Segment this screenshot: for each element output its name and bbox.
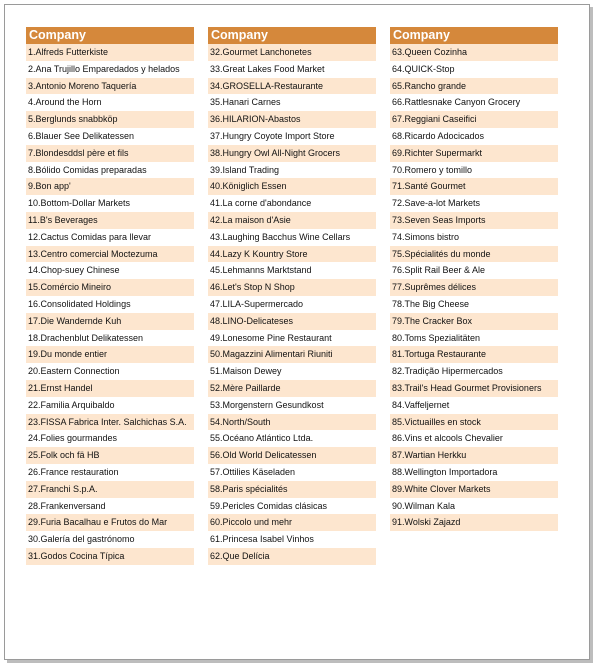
company-row: 62.Que Delícia	[208, 548, 376, 565]
company-row: 74.Simons bistro	[390, 229, 558, 246]
company-row: 3.Antonio Moreno Taquería	[26, 78, 194, 95]
company-list	[390, 44, 558, 531]
company-row: 57.Ottilies Käseladen	[208, 464, 376, 481]
company-row: 60.Piccolo und mehr	[208, 514, 376, 531]
company-row: 49.Lonesome Pine Restaurant	[208, 330, 376, 347]
company-row: 61.Princesa Isabel Vinhos	[208, 531, 376, 548]
company-row: 79.The Cracker Box	[390, 313, 558, 330]
company-row: 47.LILA-Supermercado	[208, 296, 376, 313]
company-row: 11.B's Beverages	[26, 212, 194, 229]
company-row: 12.Cactus Comidas para llevar	[26, 229, 194, 246]
company-row: 50.Magazzini Alimentari Riuniti	[208, 346, 376, 363]
company-row: 44.Lazy K Kountry Store	[208, 246, 376, 263]
company-row: 52.Mère Paillarde	[208, 380, 376, 397]
company-row: 45.Lehmanns Marktstand	[208, 262, 376, 279]
company-row: 2.Ana Trujillo Emparedados y helados	[26, 61, 194, 78]
company-row: 9.Bon app'	[26, 178, 194, 195]
company-row: 21.Ernst Handel	[26, 380, 194, 397]
company-list	[208, 44, 376, 565]
company-row: 81.Tortuga Restaurante	[390, 346, 558, 363]
company-row: 13.Centro comercial Moctezuma	[26, 246, 194, 263]
company-column-2	[208, 27, 376, 565]
company-row: 1.Alfreds Futterkiste	[26, 44, 194, 61]
company-row: 38.Hungry Owl All-Night Grocers	[208, 145, 376, 162]
company-row: 78.The Big Cheese	[390, 296, 558, 313]
company-row: 66.Rattlesnake Canyon Grocery	[390, 94, 558, 111]
report-page	[4, 4, 590, 660]
company-row: 82.Tradição Hipermercados	[390, 363, 558, 380]
company-row: 22.Familia Arquibaldo	[26, 397, 194, 414]
company-row: 64.QUICK-Stop	[390, 61, 558, 78]
company-row: 76.Split Rail Beer & Ale	[390, 262, 558, 279]
company-row: 72.Save-a-lot Markets	[390, 195, 558, 212]
company-row: 27.Franchi S.p.A.	[26, 481, 194, 498]
company-row: 75.Spécialités du monde	[390, 246, 558, 263]
company-row: 14.Chop-suey Chinese	[26, 262, 194, 279]
company-row: 88.Wellington Importadora	[390, 464, 558, 481]
company-row: 26.France restauration	[26, 464, 194, 481]
company-column-3	[390, 27, 558, 531]
company-row: 31.Godos Cocina Típica	[26, 548, 194, 565]
column-header: Company	[208, 27, 376, 44]
company-row: 46.Let's Stop N Shop	[208, 279, 376, 296]
company-row: 90.Wilman Kala	[390, 498, 558, 515]
company-row: 15.Comércio Mineiro	[26, 279, 194, 296]
company-list	[26, 44, 194, 565]
company-row: 40.Königlich Essen	[208, 178, 376, 195]
company-row: 30.Galería del gastrónomo	[26, 531, 194, 548]
company-row: 71.Santé Gourmet	[390, 178, 558, 195]
company-row: 7.Blondesddsl père et fils	[26, 145, 194, 162]
column-header: Company	[390, 27, 558, 44]
company-row: 17.Die Wandernde Kuh	[26, 313, 194, 330]
company-row: 19.Du monde entier	[26, 346, 194, 363]
company-row: 6.Blauer See Delikatessen	[26, 128, 194, 145]
company-row: 34.GROSELLA-Restaurante	[208, 78, 376, 95]
company-row: 37.Hungry Coyote Import Store	[208, 128, 376, 145]
company-row: 20.Eastern Connection	[26, 363, 194, 380]
company-row: 29.Furia Bacalhau e Frutos do Mar	[26, 514, 194, 531]
company-row: 70.Romero y tomillo	[390, 162, 558, 179]
company-row: 5.Berglunds snabbköp	[26, 111, 194, 128]
company-row: 36.HILARION-Abastos	[208, 111, 376, 128]
company-row: 16.Consolidated Holdings	[26, 296, 194, 313]
company-row: 4.Around the Horn	[26, 94, 194, 111]
company-row: 91.Wolski Zajazd	[390, 514, 558, 531]
company-row: 24.Folies gourmandes	[26, 430, 194, 447]
company-row: 86.Vins et alcools Chevalier	[390, 430, 558, 447]
company-column-1	[26, 27, 194, 565]
company-row: 80.Toms Spezialitäten	[390, 330, 558, 347]
company-row: 84.Vaffeljernet	[390, 397, 558, 414]
company-row: 32.Gourmet Lanchonetes	[208, 44, 376, 61]
company-row: 59.Pericles Comidas clásicas	[208, 498, 376, 515]
company-row: 39.Island Trading	[208, 162, 376, 179]
company-row: 35.Hanari Carnes	[208, 94, 376, 111]
company-row: 89.White Clover Markets	[390, 481, 558, 498]
company-row: 51.Maison Dewey	[208, 363, 376, 380]
company-row: 25.Folk och fä HB	[26, 447, 194, 464]
company-row: 55.Océano Atlántico Ltda.	[208, 430, 376, 447]
company-row: 8.Bólido Comidas preparadas	[26, 162, 194, 179]
company-row: 10.Bottom-Dollar Markets	[26, 195, 194, 212]
company-row: 42.La maison d'Asie	[208, 212, 376, 229]
company-row: 18.Drachenblut Delikatessen	[26, 330, 194, 347]
company-row: 77.Suprêmes délices	[390, 279, 558, 296]
company-row: 58.Paris spécialités	[208, 481, 376, 498]
company-row: 63.Queen Cozinha	[390, 44, 558, 61]
company-row: 23.FISSA Fabrica Inter. Salchichas S.A.	[26, 414, 194, 431]
company-row: 65.Rancho grande	[390, 78, 558, 95]
company-row: 53.Morgenstern Gesundkost	[208, 397, 376, 414]
company-row: 33.Great Lakes Food Market	[208, 61, 376, 78]
company-row: 28.Frankenversand	[26, 498, 194, 515]
company-row: 87.Wartian Herkku	[390, 447, 558, 464]
company-row: 43.Laughing Bacchus Wine Cellars	[208, 229, 376, 246]
company-row: 83.Trail's Head Gourmet Provisioners	[390, 380, 558, 397]
company-row: 73.Seven Seas Imports	[390, 212, 558, 229]
company-row: 54.North/South	[208, 414, 376, 431]
company-row: 48.LINO-Delicateses	[208, 313, 376, 330]
company-row: 67.Reggiani Caseifici	[390, 111, 558, 128]
company-row: 69.Richter Supermarkt	[390, 145, 558, 162]
company-row: 56.Old World Delicatessen	[208, 447, 376, 464]
company-row: 85.Victuailles en stock	[390, 414, 558, 431]
company-row: 41.La corne d'abondance	[208, 195, 376, 212]
column-header: Company	[26, 27, 194, 44]
company-row: 68.Ricardo Adocicados	[390, 128, 558, 145]
